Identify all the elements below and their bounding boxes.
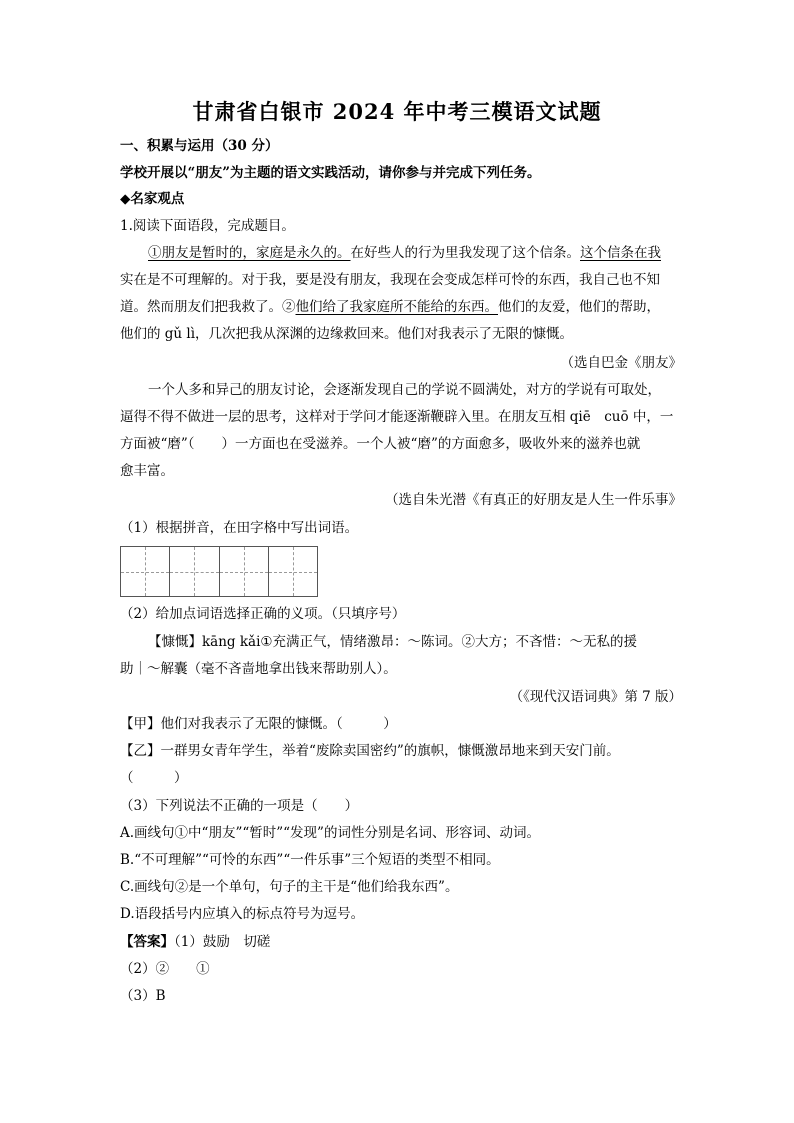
passage2-source: （选自朱光潜《有真正的好朋友是人生一件乐事》 [385,492,682,508]
tianzige-cell[interactable] [170,547,219,596]
passage1-text: 他们的友爱，他们的帮助， [498,299,660,315]
answer-line1 [120,932,680,952]
passage1-text: 在好些人的行为里我发现了这个信条。 [350,245,580,261]
passage2-line3: 方面被“磨”（ ）一方面也在受滋养。一个人被“磨”的方面愈多，吸收外来的滋养也就 [120,436,641,452]
sub-question-2: （2）给加点词语选择正确的义项。（只填序号） [120,606,406,622]
sub-question-3: （3）下列说法不正确的一项是（ ） [120,798,359,814]
dictionary-line2: 助｜～解囊（毫不吝啬地拿出钱来帮助别人）。 [120,661,397,677]
option-c: C.画线句②是一个单句，句子的主干是“他们给我东西”。 [120,879,459,895]
underlined-sentence-1: ①朋友是暂时的，家庭是永久的。 [148,245,351,261]
sub-heading: ◆名家观点 [120,191,185,207]
question-1: 1.阅读下面语段，完成题目。 [120,218,295,234]
underlined-phrase: 这个信条在我 [580,245,661,261]
tianzige-cell[interactable] [220,547,269,596]
answer-3: （3）B [120,988,166,1004]
tianzige-grid[interactable] [120,546,318,597]
passage1-line3 [120,297,680,317]
task-intro: 学校开展以“朋友”为主题的语文实践活动，请你参与并完成下列任务。 [120,165,541,181]
item-jia: 【甲】他们对我表示了无限的慷慨。（ ） [120,716,397,732]
item-yi: 【乙】一群男女青年学生，举着“废除卖国密约”的旗帜，慷慨激昂地来到天安门前。 [120,743,620,759]
tianzige-cell[interactable] [121,547,170,596]
passage2-line1: 一个人多和异己的朋友讨论，会逐渐发现自己的学说不圆满处，对方的学说有可取处， [148,382,661,398]
answer-label: 【答案】 [120,934,174,950]
passage2-line2: 逼得不得不做进一层的思考，这样对于学问才能逐渐鞭辟入里。在朋友互相 qiē cuō 中，一 [120,409,674,425]
answer-2: （2）② ① [120,961,210,977]
answer-1: （1）鼓励 切磋 [174,934,271,950]
tianzige-cell[interactable] [269,547,317,596]
underlined-sentence-2: 他们给了我家庭所不能给的东西。 [295,299,498,315]
page-title: 甘肃省白银市 2024 年中考三模语文试题 [192,99,602,124]
option-b: B.“不可理解”“可怜的东西”“一件乐事”三个短语的类型不相同。 [120,852,500,868]
passage1-line4: 他们的 gǔ lì，几次把我从深渊的边缘救回来。他们对我表示了无限的慷慨。 [120,326,574,342]
item-yi-blank: （ ） [120,770,188,786]
dictionary-line1: 【慷慨】kāng kǎi①充满正气，情绪激昂：～陈词。②大方；不吝惜：～无私的援 [148,634,638,650]
passage2-line4: 愈丰富。 [120,463,174,479]
passage1-line2: 实在是不可理解的。对于我，要是没有朋友，我现在会变成怎样可怜的东西，我自己也不知 [120,272,660,288]
option-a: A.画线句①中“朋友”“暂时”“发现”的词性分别是名词、形容词、动词。 [120,825,540,841]
dictionary-source: （《现代汉语词典》第 7 版） [509,689,682,705]
passage1-text: 道。然而朋友们把我救了。② [120,299,296,315]
sub-question-1: （1）根据拼音，在田字格中写出词语。 [120,520,359,536]
passage1-source: （选自巴金《朋友》 [560,355,682,371]
passage1-line1 [148,243,680,263]
section-heading: 一、积累与运用（30 分） [120,138,279,154]
option-d: D.语段括号内应填入的标点符号为逗号。 [120,906,365,922]
